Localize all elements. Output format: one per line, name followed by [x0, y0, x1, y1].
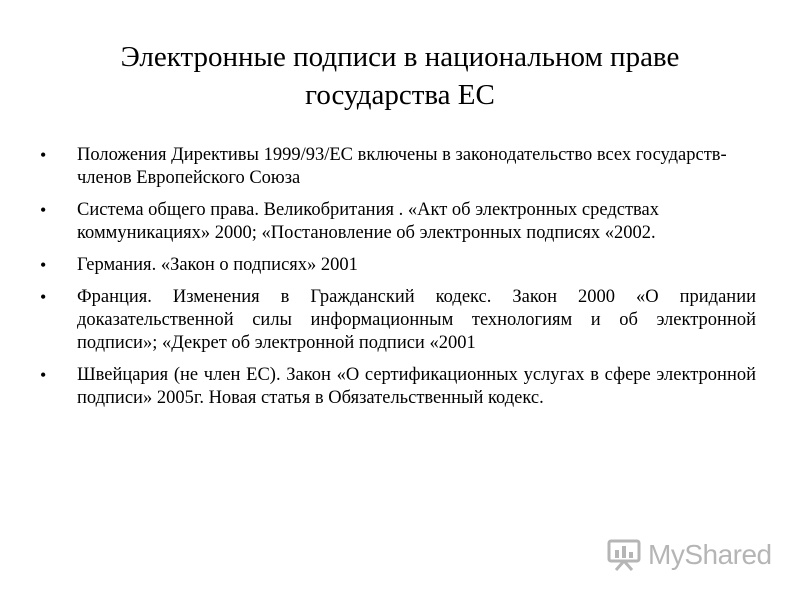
watermark-logo: [606, 537, 772, 573]
bullet-item-france: [40, 286, 756, 355]
bullet-marker: •: [40, 287, 47, 307]
bullet-list: [40, 144, 756, 419]
bullet-text: Положения Директивы 1999/93/ЕС включены в законодательство всех государств-членов Европейского Союза: [77, 145, 727, 188]
bullet-marker: •: [40, 255, 47, 275]
watermark-text: MyShared: [648, 539, 772, 570]
bullet-text: Система общего права. Великобритания . «Акт об электронных средствах коммуникациях» 2000; «Постановление об электронных подписях «2002.: [77, 200, 660, 243]
bullet-text: Германия. «Закон о подписях» 2001: [77, 255, 358, 275]
bullet-marker: •: [40, 365, 47, 385]
bullet-marker: •: [40, 200, 47, 220]
bullet-marker: •: [40, 145, 47, 165]
bullet-item-germany: [40, 254, 756, 277]
bullet-item-directive: [40, 144, 756, 190]
bullet-item-switzerland: [40, 364, 756, 410]
bullet-text: Швейцария (не член ЕС). Закон «О сертификационных услугах в сфере электронной подписи» 2005г. Новая статья в Обязательственный кодекс.: [77, 365, 756, 408]
bullet-item-uk: [40, 199, 756, 245]
bullet-text: Франция. Изменения в Гражданский кодекс. Закон 2000 «О придании доказательственной силы информационным технологиям и об электронной подписи»; «Декрет об электронной подписи «2001: [77, 287, 756, 353]
presentation-board-icon: [606, 538, 642, 572]
slide-title: Электронные подписи в национальном праве государства ЕС: [120, 41, 680, 111]
